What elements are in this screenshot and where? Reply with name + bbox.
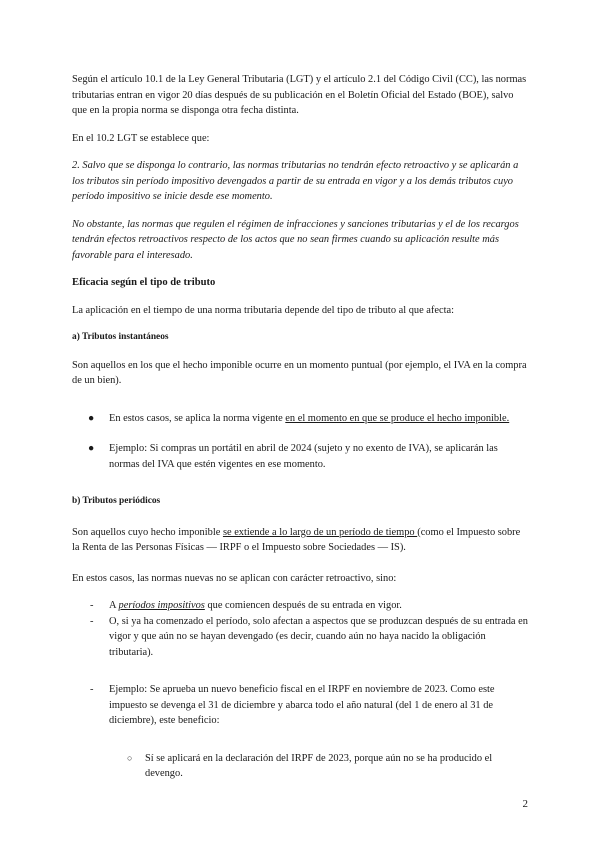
list-item-text: Ejemplo: Si compras un portátil en abril de 2024 (sujeto y no exento de IVA), se aplicarán las normas del IVA que estén vigentes en ese momento. [109,443,498,470]
list-item-underlined-text: períodos impositivos [118,600,205,611]
dash-marker: - [90,600,94,611]
quote-paragraph-1: 2. Salvo que se disponga lo contrario, las normas tributarias no tendrán efecto retroactivo y se aplicarán a los tributos sin período impositivo devengados a partir de su entrada en vigor y a los demás tributos cuyo período impositivo se inicie desde ese momento. [72,160,519,202]
list-item [72,598,528,614]
list-item [72,682,528,729]
list-item-text: Ejemplo: Se aprueba un nuevo beneficio fiscal en el IRPF en noviembre de 2023. Como este impuesto se devenga el 31 de diciembre y abarca todo el año natural (del 1 de enero al 31 de diciembre), este beneficio: [109,684,495,726]
tributos-instantaneos-desc: Son aquellos en los que el hecho imponible ocurre en un momento puntual (por ejemplo, el IVA en la compra de un bien). [72,359,527,386]
desc-text: Son aquellos cuyo hecho imponible [72,526,223,538]
list-item-underlined-text: en el momento en que se produce el hecho imponible. [285,412,510,424]
instantaneos-bullet-list [72,411,528,473]
desc-underlined-text: se extiende a lo largo de un período de tiempo [222,526,418,538]
page-number: 2 [522,798,528,810]
dash-marker: - [90,615,94,627]
list-item [72,614,528,661]
intro-paragraph: Según el artículo 10.1 de la Ley General Tributaria (LGT) y el artículo 2.1 del Código Civil (CC), las normas tributarias entran en vigor 20 días después de su publicación en el Boletín Oficial del Estado (BOE), salvo que en la propia norma se disponga otra fecha distinta. [72,74,527,116]
periodicos-dash-list [72,598,528,729]
bullet-marker: ● [88,412,95,424]
eficacia-intro: La aplicación en el tiempo de una norma tributaria depende del tipo de tributo al que afecta: [72,304,454,316]
periodicos-circle-list [72,751,528,782]
list-item [72,751,528,782]
page-content [72,72,528,782]
list-item-text: que comiencen después de su entrada en vigor. [204,600,402,611]
lgt-intro: En el 10.2 LGT se establece que: [72,132,210,144]
list-item-text: Sí se aplicará en la declaración del IRPF de 2023, porque aún no se ha producido el devengo. [145,752,493,779]
heading-eficacia: Eficacia según el tipo de tributo [72,277,216,288]
heading-tributos-periodicos: b) Tributos periódicos [72,496,161,506]
list-item [72,441,528,472]
list-item-text: O, si ya ha comenzado el período, solo afectan a aspectos que se produzcan después de su entrada en vigor y que aún no se hayan devengado (es decir, cuando aún no haya nacido la obligación tributaria). [109,615,528,658]
circle-marker: ○ [127,752,133,763]
heading-tributos-instantaneos: a) Tributos instantáneos [72,332,169,342]
periodicos-cases: En estos casos, las normas nuevas no se aplican con carácter retroactivo, sino: [72,572,397,584]
bullet-marker: ● [88,443,95,454]
tributos-periodicos-desc [72,525,528,556]
list-item [72,411,528,427]
dash-marker: - [90,684,94,695]
quote-paragraph-2: No obstante, las normas que regulen el régimen de infracciones y sanciones tributarias y el de los recargos tendrán efectos retroactivos respecto de los actos que no sean firmes cuando su aplicación resulte más favorable para el interesado. [72,218,519,261]
desc-text: (como el Impuesto sobre la Renta de las Personas Físicas — IRPF o el Impuesto sobre Sociedades — IS). [72,526,521,553]
list-item-text: En estos casos, se aplica la norma vigente [109,412,286,424]
list-item-text: A [109,600,119,611]
